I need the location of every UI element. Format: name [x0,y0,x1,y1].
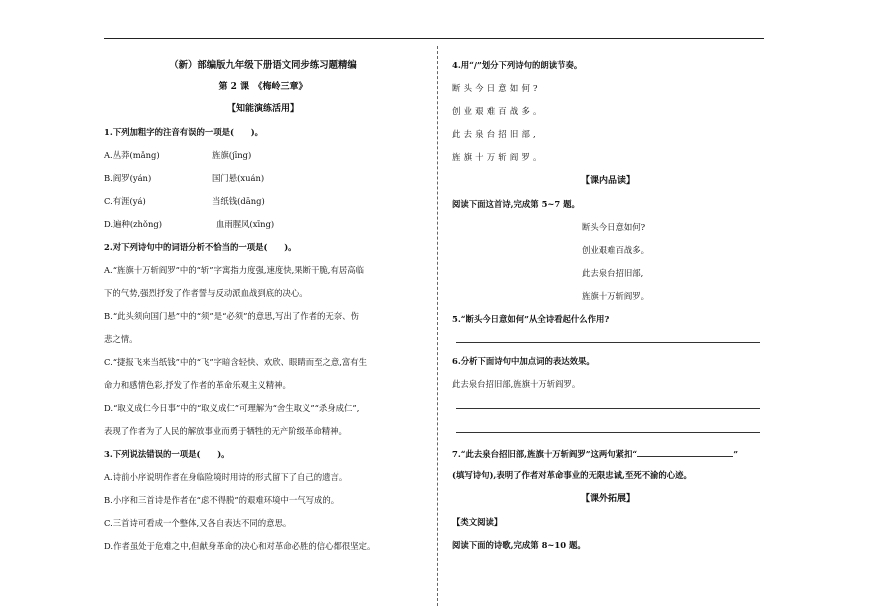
section-heading-in-class: 【课内品读】 [580,176,635,186]
q1-option-b-right: 国门悬(xuán) [212,173,265,183]
q2-option-c-line1: C.“捷报飞来当纸钱”中的“飞”字暗含轻快、欢欣、眼睛而至之意,富有生 [104,357,368,367]
q6-answer-line-2[interactable] [456,432,760,433]
q7-fill-blank[interactable] [637,447,733,457]
q5-answer-line[interactable] [456,342,760,343]
question-5-stem: 5.“断头今日意如何”从全诗看起什么作用? [452,314,610,324]
reading-intro-8-10: 阅读下面的诗歌,完成第 8~10 题。 [452,540,586,550]
q2-option-d-line1: D.“取义成仁今日事”中的“取义成仁”可理解为“舍生取义”“杀身成仁”, [104,403,360,413]
q2-option-b-line2: 悲之情。 [104,334,138,344]
header-rule [104,38,764,39]
q1-option-d-right: 血雨腥风(xīng) [216,219,275,229]
q3-option-b: B.小序和三首诗是作者在“虑不得脱”的艰难环境中一气写成的。 [104,495,340,505]
q2-option-b-line1: B.“此头须向国门悬”中的“须”是“必须”的意思,写出了作者的无奈、伤 [104,311,359,321]
q3-option-d: D.作者虽处于危难之中,但献身革命的决心和对革命必胜的信心都很坚定。 [104,541,376,551]
document-title: （新）部编版九年级下册语文同步练习题精编 [169,60,357,71]
q2-option-a-line2: 下的气势,强烈抒发了作者誓与反动派血战到底的决心。 [104,288,308,298]
q1-option-d-left: D.遍种(zhǒng) [104,219,162,229]
poem-line-3: 此去泉台招旧部, [582,268,644,278]
q1-option-a-left: A.丛莽(mǎng) [104,150,160,160]
question-3-stem: 3.下列说法错误的一项是( )。 [104,449,230,459]
poem-line-2: 创业艰难百战多。 [582,245,649,255]
q3-option-c: C.三首诗可看成一个整体,又各自表达不同的意思。 [104,518,292,528]
lesson-title: 第 2 课 《梅岭三章》 [218,82,308,92]
reading-intro-5-7: 阅读下面这首诗,完成第 5~7 题。 [452,199,580,209]
question-6-stem: 6.分析下面诗句中加点词的表达效果。 [452,356,595,366]
q7-close-quote: ” [733,449,739,459]
section-heading-practice: 【知能演练活用】 [226,104,299,114]
q7-text-start: 7.“此去泉台招旧部,旌旗十万斩阎罗”这两句紧扣“ [452,449,638,459]
question-2-stem: 2.对下列诗句中的词语分析不恰当的一项是( )。 [104,242,297,252]
question-1-stem: 1.下列加粗字的注音有误的一项是( )。 [104,127,264,137]
poem-line-4: 旌旗十万斩阎罗。 [582,291,649,301]
q1-option-c-right: 当纸钱(dāng) [212,196,265,206]
q4-poem-line-2: 创业艰难百战多。 [452,106,545,116]
q1-option-c-left: C.有涯(yá) [104,196,146,206]
q2-option-d-line2: 表现了作者为了人民的解放事业而勇于牺牲的无产阶级革命精神。 [104,426,347,436]
question-7-line2: (填写诗句),表明了作者对革命事业的无限忠诚,至死不渝的心迹。 [452,470,692,480]
q1-option-b-left: B.阎罗(yán) [104,173,152,183]
section-heading-extension: 【课外拓展】 [580,494,635,504]
similar-reading-heading: 【类文阅读】 [452,517,503,527]
q3-option-a: A.诗前小序说明作者在身临险境时用诗的形式留下了自己的遗言。 [104,472,348,482]
q2-option-a-line1: A.“旌旗十万斩阎罗”中的“斩”字寓指力度强,速度快,果断干脆,有居高临 [104,265,364,275]
q6-answer-line-1[interactable] [456,408,760,409]
q4-poem-line-1: 断头今日意如何? [452,83,541,93]
q2-option-c-line2: 命力和感情色彩,抒发了作者的革命乐观主义精神。 [104,380,291,390]
q4-poem-line-4: 旌旗十万斩阎罗。 [452,152,545,162]
q6-poem-line: 此去泉台招旧部,旌旗十万斩阎罗。 [452,379,581,389]
column-divider [437,46,438,606]
poem-line-1: 断头今日意如何? [582,222,646,232]
q1-option-a-right: 旌旗(jīng) [212,150,252,160]
q4-poem-line-3: 此去泉台招旧部, [452,129,539,139]
question-7-line1 [452,447,738,460]
question-4-stem: 4.用“/”划分下列诗句的朗读节奏。 [452,60,583,70]
